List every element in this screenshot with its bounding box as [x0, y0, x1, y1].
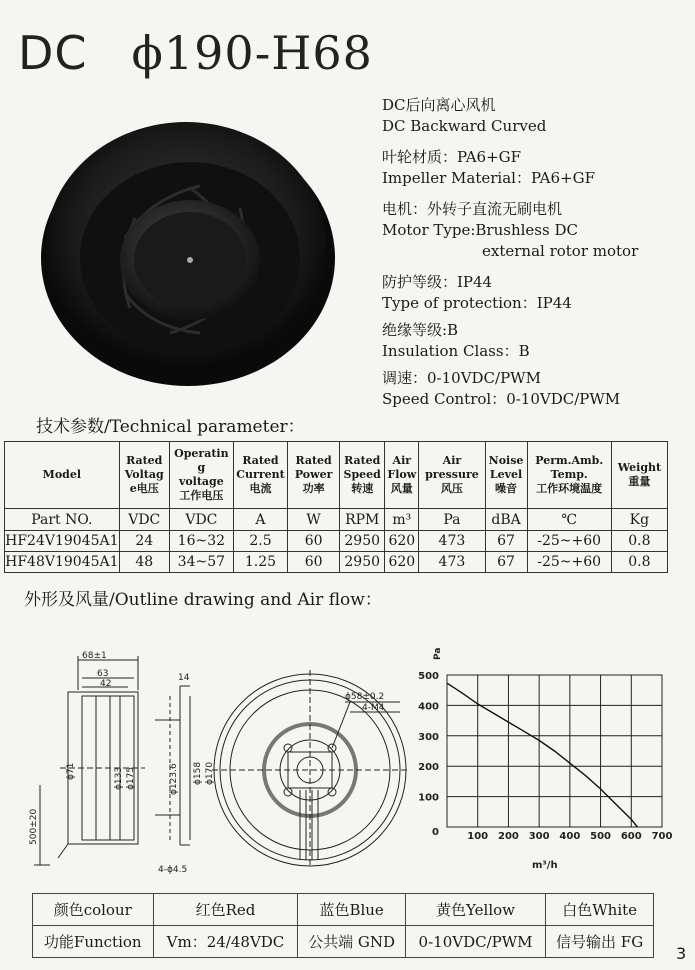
- table-cell: 24: [119, 531, 169, 552]
- dim-14: 14: [178, 673, 190, 683]
- dim-d158: ϕ158: [193, 761, 203, 785]
- colour-cell: 红色Red: [153, 894, 298, 926]
- unit-cell: A: [233, 509, 287, 531]
- table-cell: HF24V19045A1: [5, 531, 120, 552]
- outline-title: 外形及风量/Outline drawing and Air flow：: [24, 590, 382, 610]
- table-cell: 620: [385, 531, 419, 552]
- header-ambient-temp: Perm.Amb. Temp. 工作环境温度: [527, 442, 611, 509]
- function-cell: 0-10VDC/PWM: [405, 926, 545, 958]
- table-cell: 1.25: [233, 552, 287, 573]
- dim-holes: 4-ϕ4.5: [158, 865, 188, 875]
- table-row: [5, 531, 668, 552]
- dim-d170: ϕ170: [205, 761, 215, 785]
- chart-xtick-label: 200: [497, 831, 519, 842]
- dim-d133: ϕ133: [114, 766, 124, 790]
- dim-m4: 4-M4: [362, 703, 385, 713]
- header-air-flow: Air Flow 风量: [385, 442, 419, 509]
- colour-cell: 白色White: [546, 894, 654, 926]
- function-cell: 公共端 GND: [298, 926, 405, 958]
- spec-list: [382, 95, 638, 410]
- unit-cell: Pa: [419, 509, 485, 531]
- wire-colour-table: [32, 893, 654, 958]
- spec-motor-en-2: external rotor motor: [482, 242, 639, 260]
- chart-xtick-label: 300: [528, 831, 550, 842]
- dim-d175: ϕ175: [126, 766, 136, 790]
- table-cell: 620: [385, 552, 419, 573]
- spec-motor-cn: 电机：外转子直流无刷电机: [382, 200, 563, 218]
- spec-protection-en: Type of protection：IP44: [382, 294, 572, 312]
- table-cell: 473: [419, 531, 485, 552]
- unit-cell: VDC: [119, 509, 169, 531]
- header-weight: Weight 重量: [611, 442, 667, 509]
- chart-ylabel: Pa: [433, 647, 443, 660]
- unit-cell: W: [288, 509, 340, 531]
- chart-xtick-label: 400: [559, 831, 581, 842]
- header-rated-voltage: Rated Voltag e电压: [119, 442, 169, 509]
- spec-impeller-en: Impeller Material：PA6+GF: [382, 169, 596, 187]
- spec-speed-en: Speed Control：0-10VDC/PWM: [382, 390, 621, 408]
- table-cell: 0.8: [611, 531, 667, 552]
- colour-cell: 颜色colour: [33, 894, 154, 926]
- airflow-chart: [418, 648, 672, 871]
- chart-xtick-label: 100: [467, 831, 489, 842]
- dim-68: 68±1: [82, 651, 107, 661]
- table-cell: 67: [485, 531, 527, 552]
- chart-ytick-label: 500: [418, 671, 439, 682]
- colour-row: [33, 894, 654, 926]
- chart-ytick-label: 400: [418, 701, 439, 713]
- table-cell: HF48V19045A1: [5, 552, 120, 573]
- table-cell: 473: [419, 552, 485, 573]
- header-rated-speed: Rated Speed 转速: [340, 442, 385, 509]
- table-cell: 0.8: [611, 552, 667, 573]
- unit-cell: m³: [385, 509, 419, 531]
- chart-ytick-label: 200: [418, 762, 439, 774]
- tech-header-row: [5, 442, 668, 509]
- page-number: 3: [676, 944, 687, 963]
- function-row: [33, 926, 654, 958]
- spec-insulation-cn: 绝缘等级:B: [382, 321, 459, 339]
- function-cell: 信号输出 FG: [546, 926, 654, 958]
- airflow-curve: [447, 683, 637, 827]
- function-cell: Vm：24/48VDC: [153, 926, 298, 958]
- spec-type-cn: DC后向离心风机: [382, 96, 496, 114]
- colour-cell: 蓝色Blue: [298, 894, 405, 926]
- chart-ytick-label: 300: [418, 731, 439, 743]
- dim-42: 42: [100, 679, 112, 689]
- fan-photo: [40, 108, 335, 388]
- header-noise-level: Noise Level 噪音: [485, 442, 527, 509]
- title-prefix: DC: [18, 26, 88, 80]
- dim-d1236: ϕ123.6: [169, 763, 179, 795]
- table-cell: 16~32: [169, 531, 233, 552]
- table-cell: 2950: [340, 552, 385, 573]
- chart-xtick-label: 500: [590, 831, 612, 842]
- colour-cell: 黄色Yellow: [405, 894, 545, 926]
- table-cell: 2.5: [233, 531, 287, 552]
- dim-63: 63: [97, 669, 109, 679]
- table-cell: 48: [119, 552, 169, 573]
- table-cell: -25~+60: [527, 552, 611, 573]
- header-model: Model: [5, 442, 120, 509]
- side-view-drawing: [34, 656, 190, 865]
- title-model: ϕ190-H68: [131, 26, 373, 80]
- table-cell: 34~57: [169, 552, 233, 573]
- unit-cell: VDC: [169, 509, 233, 531]
- unit-cell: Part NO.: [5, 509, 120, 531]
- spec-speed-cn: 调速：0-10VDC/PWM: [382, 369, 541, 387]
- dim-pcd: ϕ58±0.2: [345, 692, 385, 702]
- header-rated-power: Rated Power 功率: [288, 442, 340, 509]
- chart-xtick-label: 700: [651, 831, 673, 842]
- table-cell: -25~+60: [527, 531, 611, 552]
- header-rated-current: Rated Current 电流: [233, 442, 287, 509]
- unit-cell: ℃: [527, 509, 611, 531]
- unit-cell: dBA: [485, 509, 527, 531]
- outline-drawings: [0, 630, 695, 890]
- header-air-pressure: Air pressure 风压: [419, 442, 485, 509]
- product-title: [18, 26, 373, 80]
- spec-type-en: DC Backward Curved: [382, 117, 547, 135]
- dim-cable: 500±20: [29, 808, 39, 845]
- function-cell: 功能Function: [33, 926, 154, 958]
- chart-ytick-label: 0: [432, 827, 439, 838]
- spec-motor-en-1: Motor Type:Brushless DC: [382, 221, 578, 239]
- table-cell: 2950: [340, 531, 385, 552]
- tech-param-title: 技术参数/Technical parameter：: [36, 417, 305, 437]
- spec-protection-cn: 防护等级：IP44: [382, 273, 493, 291]
- table-cell: 60: [288, 552, 340, 573]
- table-cell: 67: [485, 552, 527, 573]
- unit-cell: Kg: [611, 509, 667, 531]
- dim-d71: ϕ71: [66, 762, 76, 780]
- chart-xtick-label: 600: [620, 831, 642, 842]
- tech-param-table: [4, 441, 668, 573]
- unit-cell: RPM: [340, 509, 385, 531]
- spec-impeller-cn: 叶轮材质：PA6+GF: [382, 148, 522, 166]
- tech-unit-row: [5, 509, 668, 531]
- chart-xlabel: m³/h: [532, 860, 558, 871]
- header-operating-voltage: Operatin g voltage 工作电压: [169, 442, 233, 509]
- chart-ytick-label: 100: [418, 792, 439, 804]
- spec-insulation-en: Insulation Class：B: [382, 342, 530, 360]
- table-cell: 60: [288, 531, 340, 552]
- table-row: [5, 552, 668, 573]
